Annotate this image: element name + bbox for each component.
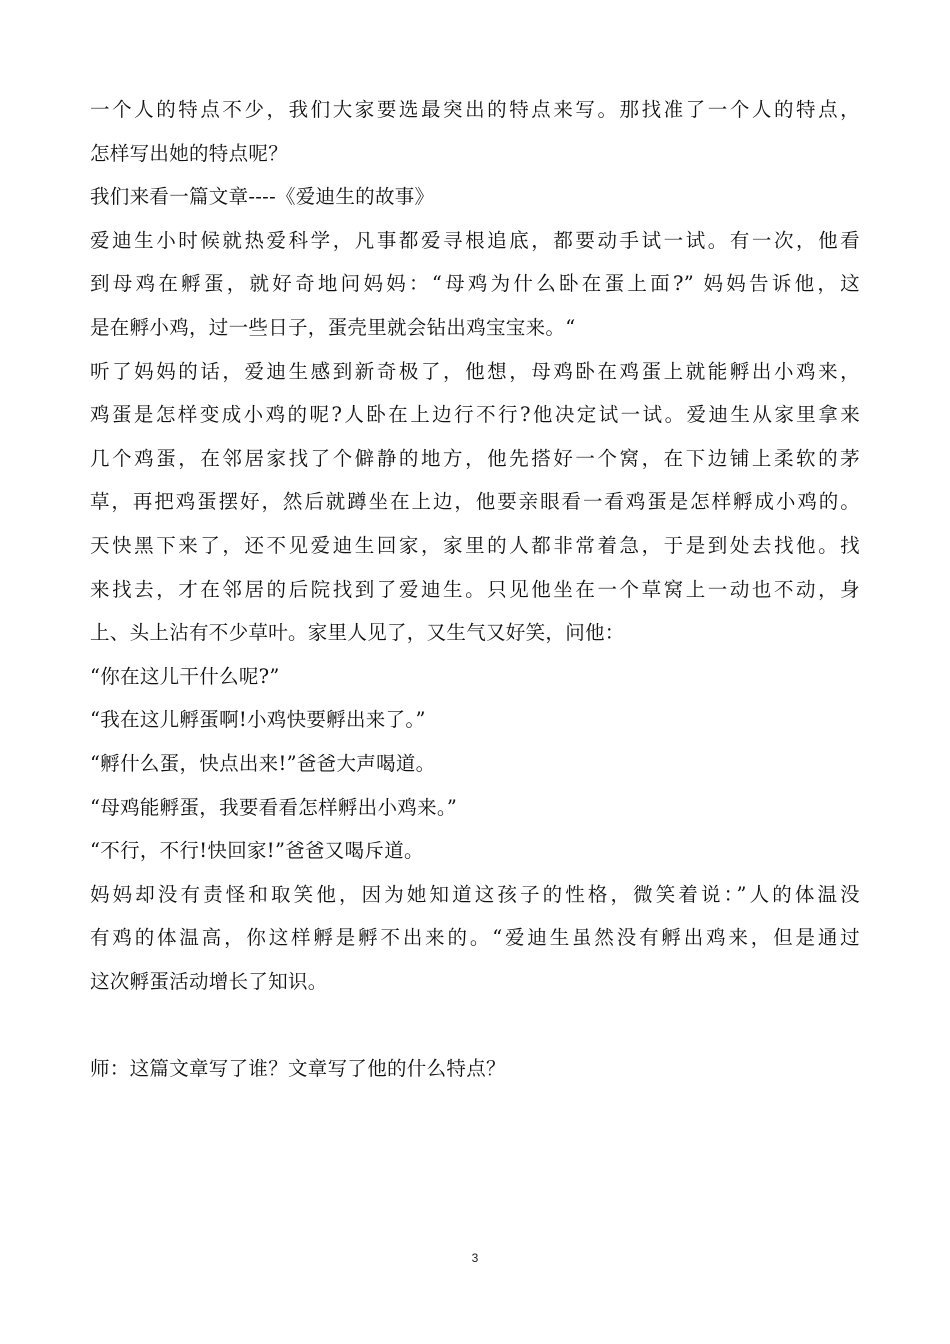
teacher-question-line: 师：这篇文章写了谁？文章写了他的什么特点？: [90, 1057, 506, 1081]
paragraph-line: 怎样写出她的特点呢？: [90, 141, 289, 165]
page-number: 3: [471, 1251, 479, 1265]
paragraph-line: 几个鸡蛋，在邻居家找了个僻静的地方，他先搭好一个窝，在下边铺上柔软的茅: [90, 446, 860, 470]
paragraph-line: 爱迪生小时候就热爱科学，凡事都爱寻根追底，都要动手试一试。有一次，他看: [90, 228, 860, 252]
paragraph-line: 上、头上沾有不少草叶。家里人见了，又生气又好笑，问他：: [90, 621, 625, 645]
document-body: [90, 88, 860, 1091]
paragraph-line: 来找去，才在邻居的后院找到了爱迪生。只见他坐在一个草窝上一动也不动，身: [90, 577, 860, 601]
paragraph-line: 草，再把鸡蛋摆好，然后就蹲坐在上边，他要亲眼看一看鸡蛋是怎样孵成小鸡的。: [90, 490, 860, 514]
dialogue-line: “你在这儿干什么呢?”: [90, 664, 280, 688]
dialogue-line: “母鸡能孵蛋，我要看看怎样孵出小鸡来。”: [90, 795, 458, 819]
paragraph-line: 有鸡的体温高，你这样孵是孵不出来的。“爱迪生虽然没有孵出鸡来，但是通过: [90, 926, 860, 950]
paragraph-line: 妈妈却没有责怪和取笑他，因为她知道这孩子的性格，微笑着说：”人的体温没: [90, 882, 860, 906]
paragraph-line: 天快黑下来了，还不见爱迪生回家，家里的人都非常着急，于是到处去找他。找: [90, 533, 860, 557]
dialogue-line: “不行，不行!快回家!”爸爸又喝斥道。: [90, 839, 424, 863]
blank-line: [90, 1003, 860, 1047]
dialogue-line: “我在这儿孵蛋啊!小鸡快要孵出来了。”: [90, 708, 426, 732]
dialogue-line: “孵什么蛋，快点出来!”爸爸大声喝道。: [90, 751, 436, 775]
article-intro-line: 我们来看一篇文章----《爱迪生的故事》: [90, 185, 435, 209]
paragraph-line: 这次孵蛋活动增长了知识。: [90, 969, 328, 993]
paragraph-line: 听了妈妈的话，爱迪生感到新奇极了，他想，母鸡卧在鸡蛋上就能孵出小鸡来，: [90, 359, 860, 383]
paragraph-line: 到母鸡在孵蛋，就好奇地问妈妈：“母鸡为什么卧在蛋上面?” 妈妈告诉他，这: [90, 272, 860, 296]
paragraph-line: 鸡蛋是怎样变成小鸡的呢?人卧在上边行不行?他决定试一试。爱迪生从家里拿来: [90, 403, 860, 427]
paragraph-line: 是在孵小鸡，过一些日子，蛋壳里就会钻出鸡宝宝来。“: [90, 315, 576, 339]
paragraph-line: 一个人的特点不少，我们大家要选最突出的特点来写。那找准了一个人的特点，: [90, 98, 860, 121]
